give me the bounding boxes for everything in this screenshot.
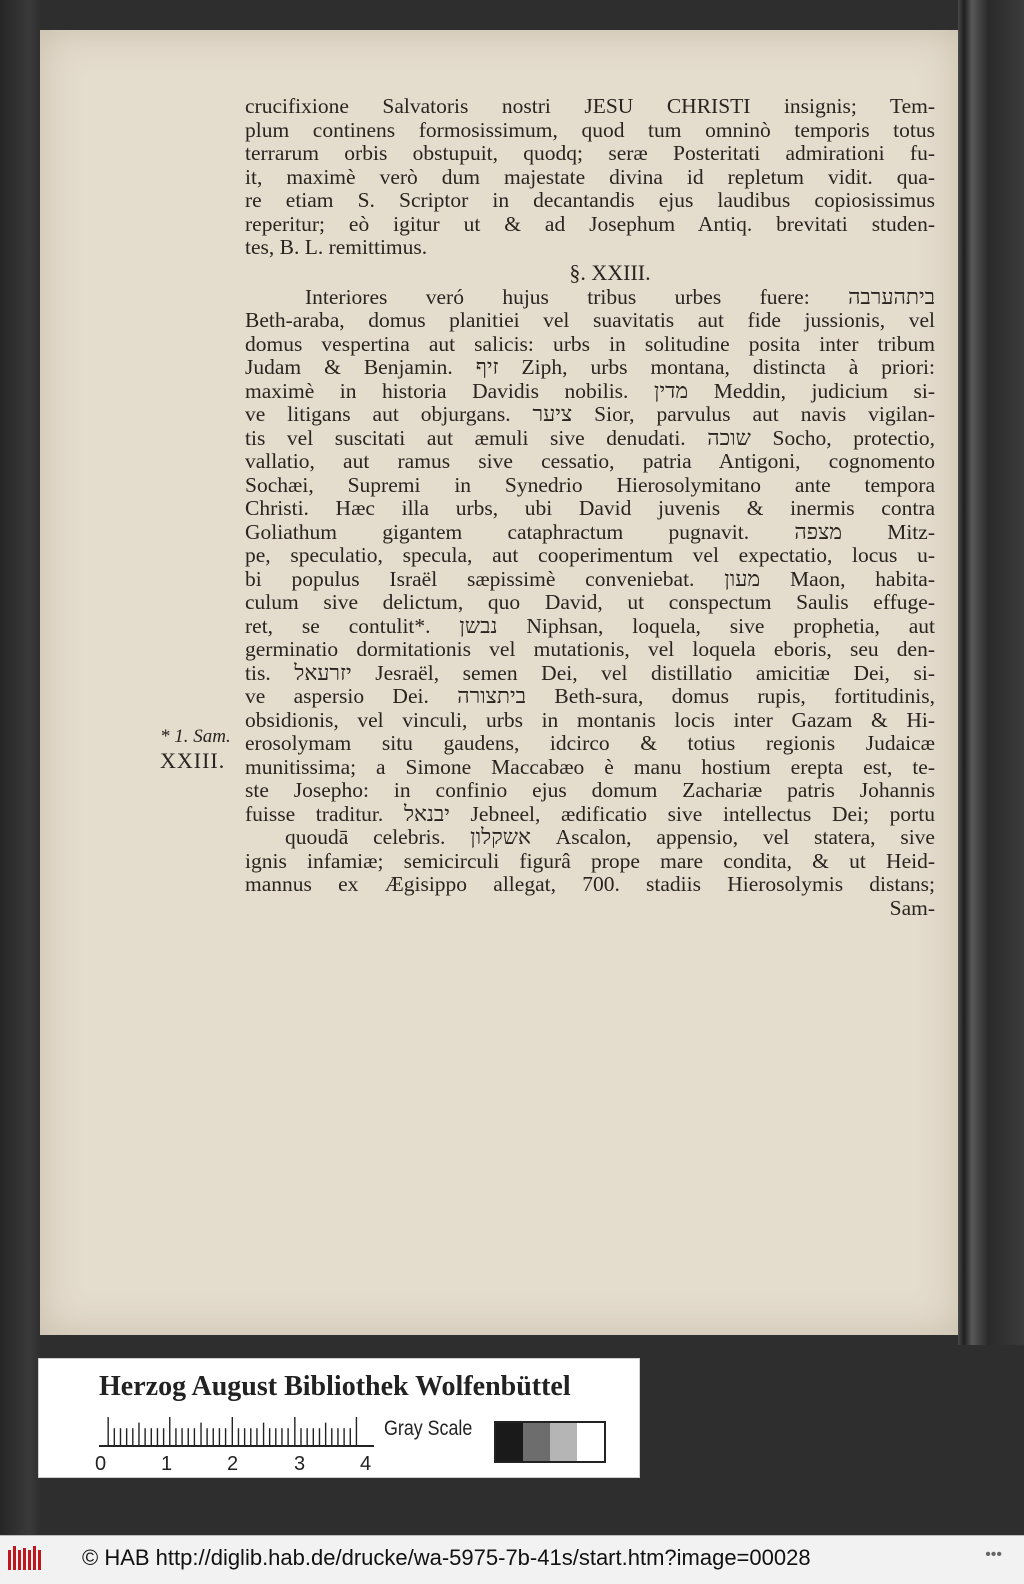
- section-line: germinatio dormitationis vel mutationis, vel loquela eboris, seu den-: [245, 638, 935, 661]
- section-line: ve litigans aut objurgans. ציער Sior, parvulus aut navis vigilan-: [245, 403, 935, 426]
- color-target-bar: [38, 1358, 640, 1478]
- body-line: plum continens formosissimum, quod tum omninò temporis totus: [245, 118, 935, 142]
- book-spine: [958, 0, 1024, 1345]
- ruler-label: 4: [360, 1453, 372, 1475]
- footer-credit-link[interactable]: © HAB http://diglib.hab.de/drucke/wa-5975-7b-41s/start.htm?image=00028: [82, 1545, 811, 1570]
- page-text-block: [245, 95, 935, 920]
- body-line: it, maximè verò dum majestate divina id repletum vidit. qua-: [245, 165, 935, 189]
- section-line: ve aspersio Dei. ביתצורה Beth-sura, domus rupis, fortitudinis,: [245, 685, 935, 708]
- body-line: terrarum orbis obstupuit, quodq; seræ Posteritati admirationi fu-: [245, 142, 935, 165]
- section-line: ignis infamiæ; semicirculi figurâ prope mare condita, & ut Heid-: [245, 849, 935, 873]
- section-line: erosolymam situ gaudens, idcirco & totius regionis Judaicæ: [245, 732, 935, 755]
- section-line: tis. יזרעאל Jesraël, semen Dei, vel distillatio amicitiæ Dei, si-: [245, 661, 935, 685]
- section-line: Goliathum gigantem cataphractum pugnavit. מצפה Mitz-: [245, 520, 935, 544]
- section-line: munitissima; a Simone Maccabæo è manu hostium erepta est, te-: [245, 755, 935, 779]
- ruler-label: 3: [294, 1453, 306, 1475]
- scale-ruler: [99, 1417, 374, 1447]
- section-line: maximè in historia Davidis nobilis. מדין Meddin, judicium si-: [245, 379, 935, 403]
- section-line: domus vespertina aut salicis: urbs in solitudine posita inter tribum: [245, 332, 935, 356]
- section-line: Interiores veró hujus tribus urbes fuere: ביתהערבה: [305, 285, 935, 309]
- library-name: Herzog August Bibliothek Wolfenbüttel: [99, 1371, 571, 1402]
- hab-logo-icon[interactable]: [8, 1546, 44, 1572]
- margin-note: [160, 725, 250, 773]
- footer-menu-dots-icon[interactable]: •••: [985, 1546, 1002, 1563]
- section-line: vallatio, aut ramus sive cessatio, patria Antigoni, cognomento: [245, 450, 935, 473]
- section-line: mannus ex Ægisippo allegat, 700. stadiis Hierosolymis distans;: [245, 873, 935, 896]
- ruler-label: 1: [161, 1453, 173, 1475]
- section-line: obsidionis, vel vinculi, urbs in montanis locis inter Gazam & Hi-: [245, 708, 935, 732]
- body-line: reperitur; eò igitur ut & ad Josephum Antiq. brevitati studen-: [245, 212, 935, 236]
- grayscale-swatches: [494, 1421, 606, 1463]
- catchword: Sam-: [889, 895, 935, 920]
- section-line: fuisse traditur. יבנאל Jebneel, ædificatio sive intellectus Dei; portu: [245, 802, 935, 826]
- section-line: ste Josepho: in confinio ejus domum Zachariæ patris Johannis: [245, 779, 935, 802]
- section-heading: §. XXIII.: [569, 259, 651, 285]
- section-line: Sochæi, Supremi in Synedrio Hierosolymitano ante tempora: [245, 473, 935, 497]
- section-line: culum sive delictum, quo David, ut conspectum Saulis effuge-: [245, 591, 935, 614]
- section-line: bi populus Israël sæpissimè conveniebat. מעון Maon, habita-: [245, 567, 935, 591]
- section-line: quoudā celebris. אשקלון Ascalon, appensio, vel statera, sive: [285, 826, 935, 849]
- grayscale-label: Gray Scale: [384, 1417, 473, 1440]
- section-line: Judam & Benjamin. זיף Ziph, urbs montana, distincta à priori:: [245, 356, 935, 379]
- section-line: tis vel suscitati aut æmuli sive denudati. שוכה Socho, protectio,: [245, 426, 935, 450]
- margin-note-reference: * 1. Sam.: [160, 726, 231, 747]
- swatch-white: [577, 1423, 604, 1461]
- section-line: Christi. Hæc illa urbs, ubi David juvenis & inermis contra: [245, 497, 935, 520]
- viewer-footer: [0, 1535, 1024, 1584]
- margin-note-chapter: XXIII.: [160, 748, 226, 773]
- swatch-black: [496, 1423, 523, 1461]
- body-line: re etiam S. Scriptor in decantandis ejus laudibus copiosissimus: [245, 189, 935, 212]
- swatch-light-gray: [550, 1423, 577, 1461]
- ruler-label: 0: [95, 1453, 107, 1475]
- section-line: ret, se contulit*. נבשן Niphsan, loquela, sive prophetia, aut: [245, 614, 935, 638]
- body-line: crucifixione Salvatoris nostri JESU CHRISTI insignis; Tem-: [245, 95, 935, 118]
- body-line: tes, B. L. remittimus.: [245, 236, 428, 259]
- swatch-dark-gray: [523, 1423, 550, 1461]
- section-line: Beth-araba, domus planitiei vel suavitatis aut fide jussionis, vel: [245, 309, 935, 332]
- section-line: pe, speculatio, specula, aut cooperimentum vel expectatio, locus u-: [245, 544, 935, 567]
- ruler-label: 2: [227, 1453, 239, 1475]
